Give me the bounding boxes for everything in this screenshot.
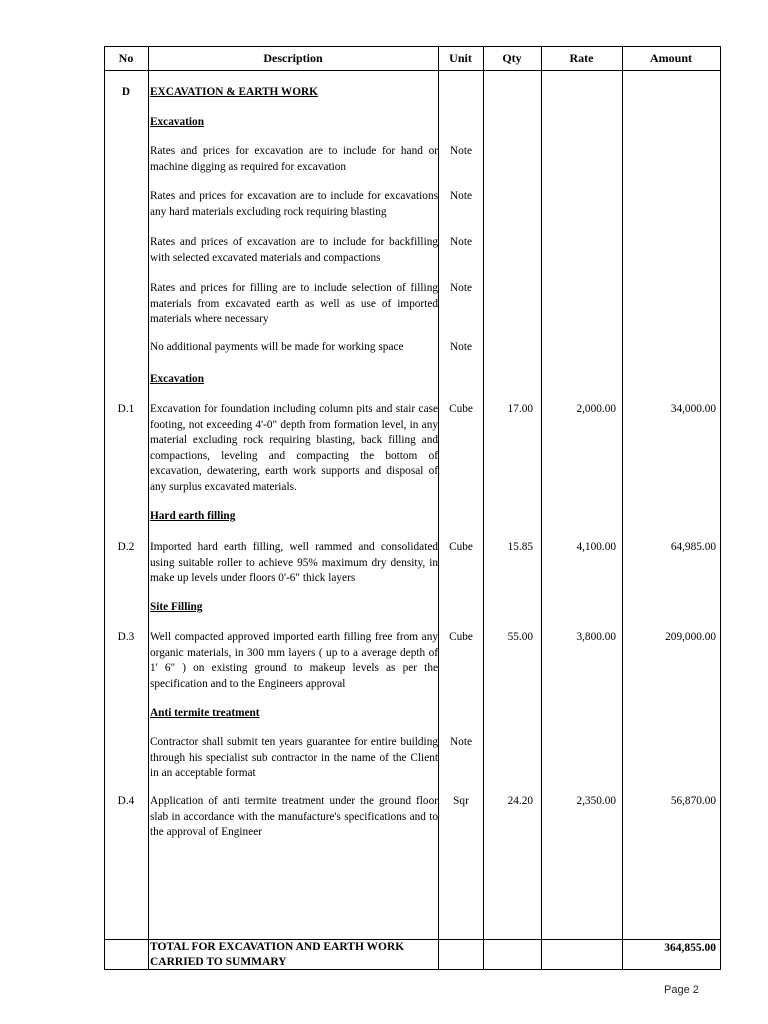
note-unit-5: Note <box>450 341 472 353</box>
header-no: No <box>118 50 134 65</box>
col-line-2 <box>438 46 439 970</box>
item-qty-d3: 55.00 <box>507 631 533 643</box>
header-unit: Unit <box>449 50 472 65</box>
page-number: Page 2 <box>664 984 699 996</box>
subheading-hard-earth-filling: Hard earth filling <box>150 510 236 522</box>
item-description-d2: Imported hard earth filling, well rammed and consolidated using suitable roller to achieve 95% maximum dry density, in make up levels under floors 0'-6" thick layers <box>150 541 438 584</box>
section-title: EXCAVATION & EARTH WORK <box>150 86 318 98</box>
subheading-excavation-2: Excavation <box>150 373 204 385</box>
col-line-6 <box>720 46 721 970</box>
subheading-anti-termite: Anti termite treatment <box>150 707 260 719</box>
item-qty-d2: 15.85 <box>507 541 533 553</box>
col-line-1 <box>148 46 149 970</box>
item-no-d3: D.3 <box>117 631 135 643</box>
item-no-d2: D.2 <box>117 541 135 553</box>
item-no-d4: D.4 <box>117 795 135 807</box>
item-no-d1: D.1 <box>117 403 135 415</box>
note-description-4: Rates and prices for filling are to include selection of filling materials from excavated earth as well as use of imported materials where necessary <box>150 282 438 325</box>
note-unit-6: Note <box>450 736 472 748</box>
item-description-d3: Well compacted approved imported earth filling free from any organic materials, in 300 mm layers ( up to a average depth of 1' 6" ) on existing ground to makeup levels as per the specification and to the Engineers approval <box>150 631 438 690</box>
note-description-2: Rates and prices for excavation are to include for excavations any hard materials excluding rock requiring blasting <box>150 190 438 218</box>
header-amount: Amount <box>649 50 692 65</box>
note-unit-1: Note <box>450 145 472 157</box>
header-bottom-border <box>104 70 721 71</box>
section-code: D <box>121 86 131 98</box>
header-description: Description <box>263 50 323 65</box>
note-description-3: Rates and prices of excavation are to include for backfilling with selected excavated materials and compactions <box>150 236 438 264</box>
total-description: TOTAL FOR EXCAVATION AND EARTH WORK CARRIED TO SUMMARY <box>150 941 405 968</box>
item-unit-d4: Sqr <box>453 795 469 807</box>
item-description-d1: Excavation for foundation including column pits and stair case footing, not exceeding 4'-0" depth from formation level, in any material excluding rock requiring blasting, back filling and compactions, leveling and compacting the bottom of excavation, dewatering, earth work supports and disposal of any surplus excavated materials. <box>150 403 438 493</box>
header-qty: Qty <box>502 50 522 65</box>
item-amount-d1: 34,000.00 <box>670 403 716 415</box>
item-qty-d1: 17.00 <box>507 403 533 415</box>
item-amount-d2: 64,985.00 <box>670 541 716 553</box>
item-unit-d1: Cube <box>449 403 473 415</box>
total-amount: 364,855.00 <box>664 942 716 954</box>
subheading-excavation-1: Excavation <box>150 116 204 128</box>
col-line-5 <box>622 46 623 970</box>
item-rate-d2: 4,100.00 <box>576 541 616 553</box>
note-description-6: Contractor shall submit ten years guarantee for entire building through his specialist sub contractor in the name of the Client in an acceptable format <box>150 736 438 779</box>
item-rate-d3: 3,800.00 <box>576 631 616 643</box>
item-qty-d4: 24.20 <box>507 795 533 807</box>
item-rate-d1: 2,000.00 <box>576 403 616 415</box>
item-rate-d4: 2,350.00 <box>576 795 616 807</box>
note-description-5: No additional payments will be made for working space <box>150 341 404 353</box>
note-description-1: Rates and prices for excavation are to include for hand or machine digging as required for excavation <box>150 145 438 173</box>
col-line-4 <box>541 46 542 970</box>
note-unit-2: Note <box>450 190 472 202</box>
subheading-site-filling: Site Filling <box>150 601 203 613</box>
item-unit-d2: Cube <box>449 541 473 553</box>
col-line-0 <box>104 46 105 970</box>
header-rate: Rate <box>569 50 594 65</box>
item-description-d4: Application of anti termite treatment under the ground floor slab in accordance with the manufacture's specifications and to the approval of Engineer <box>150 795 438 838</box>
item-amount-d3: 209,000.00 <box>665 631 716 643</box>
col-line-3 <box>483 46 484 970</box>
item-amount-d4: 56,870.00 <box>670 795 716 807</box>
note-unit-4: Note <box>450 282 472 294</box>
item-unit-d3: Cube <box>449 631 473 643</box>
note-unit-3: Note <box>450 236 472 248</box>
